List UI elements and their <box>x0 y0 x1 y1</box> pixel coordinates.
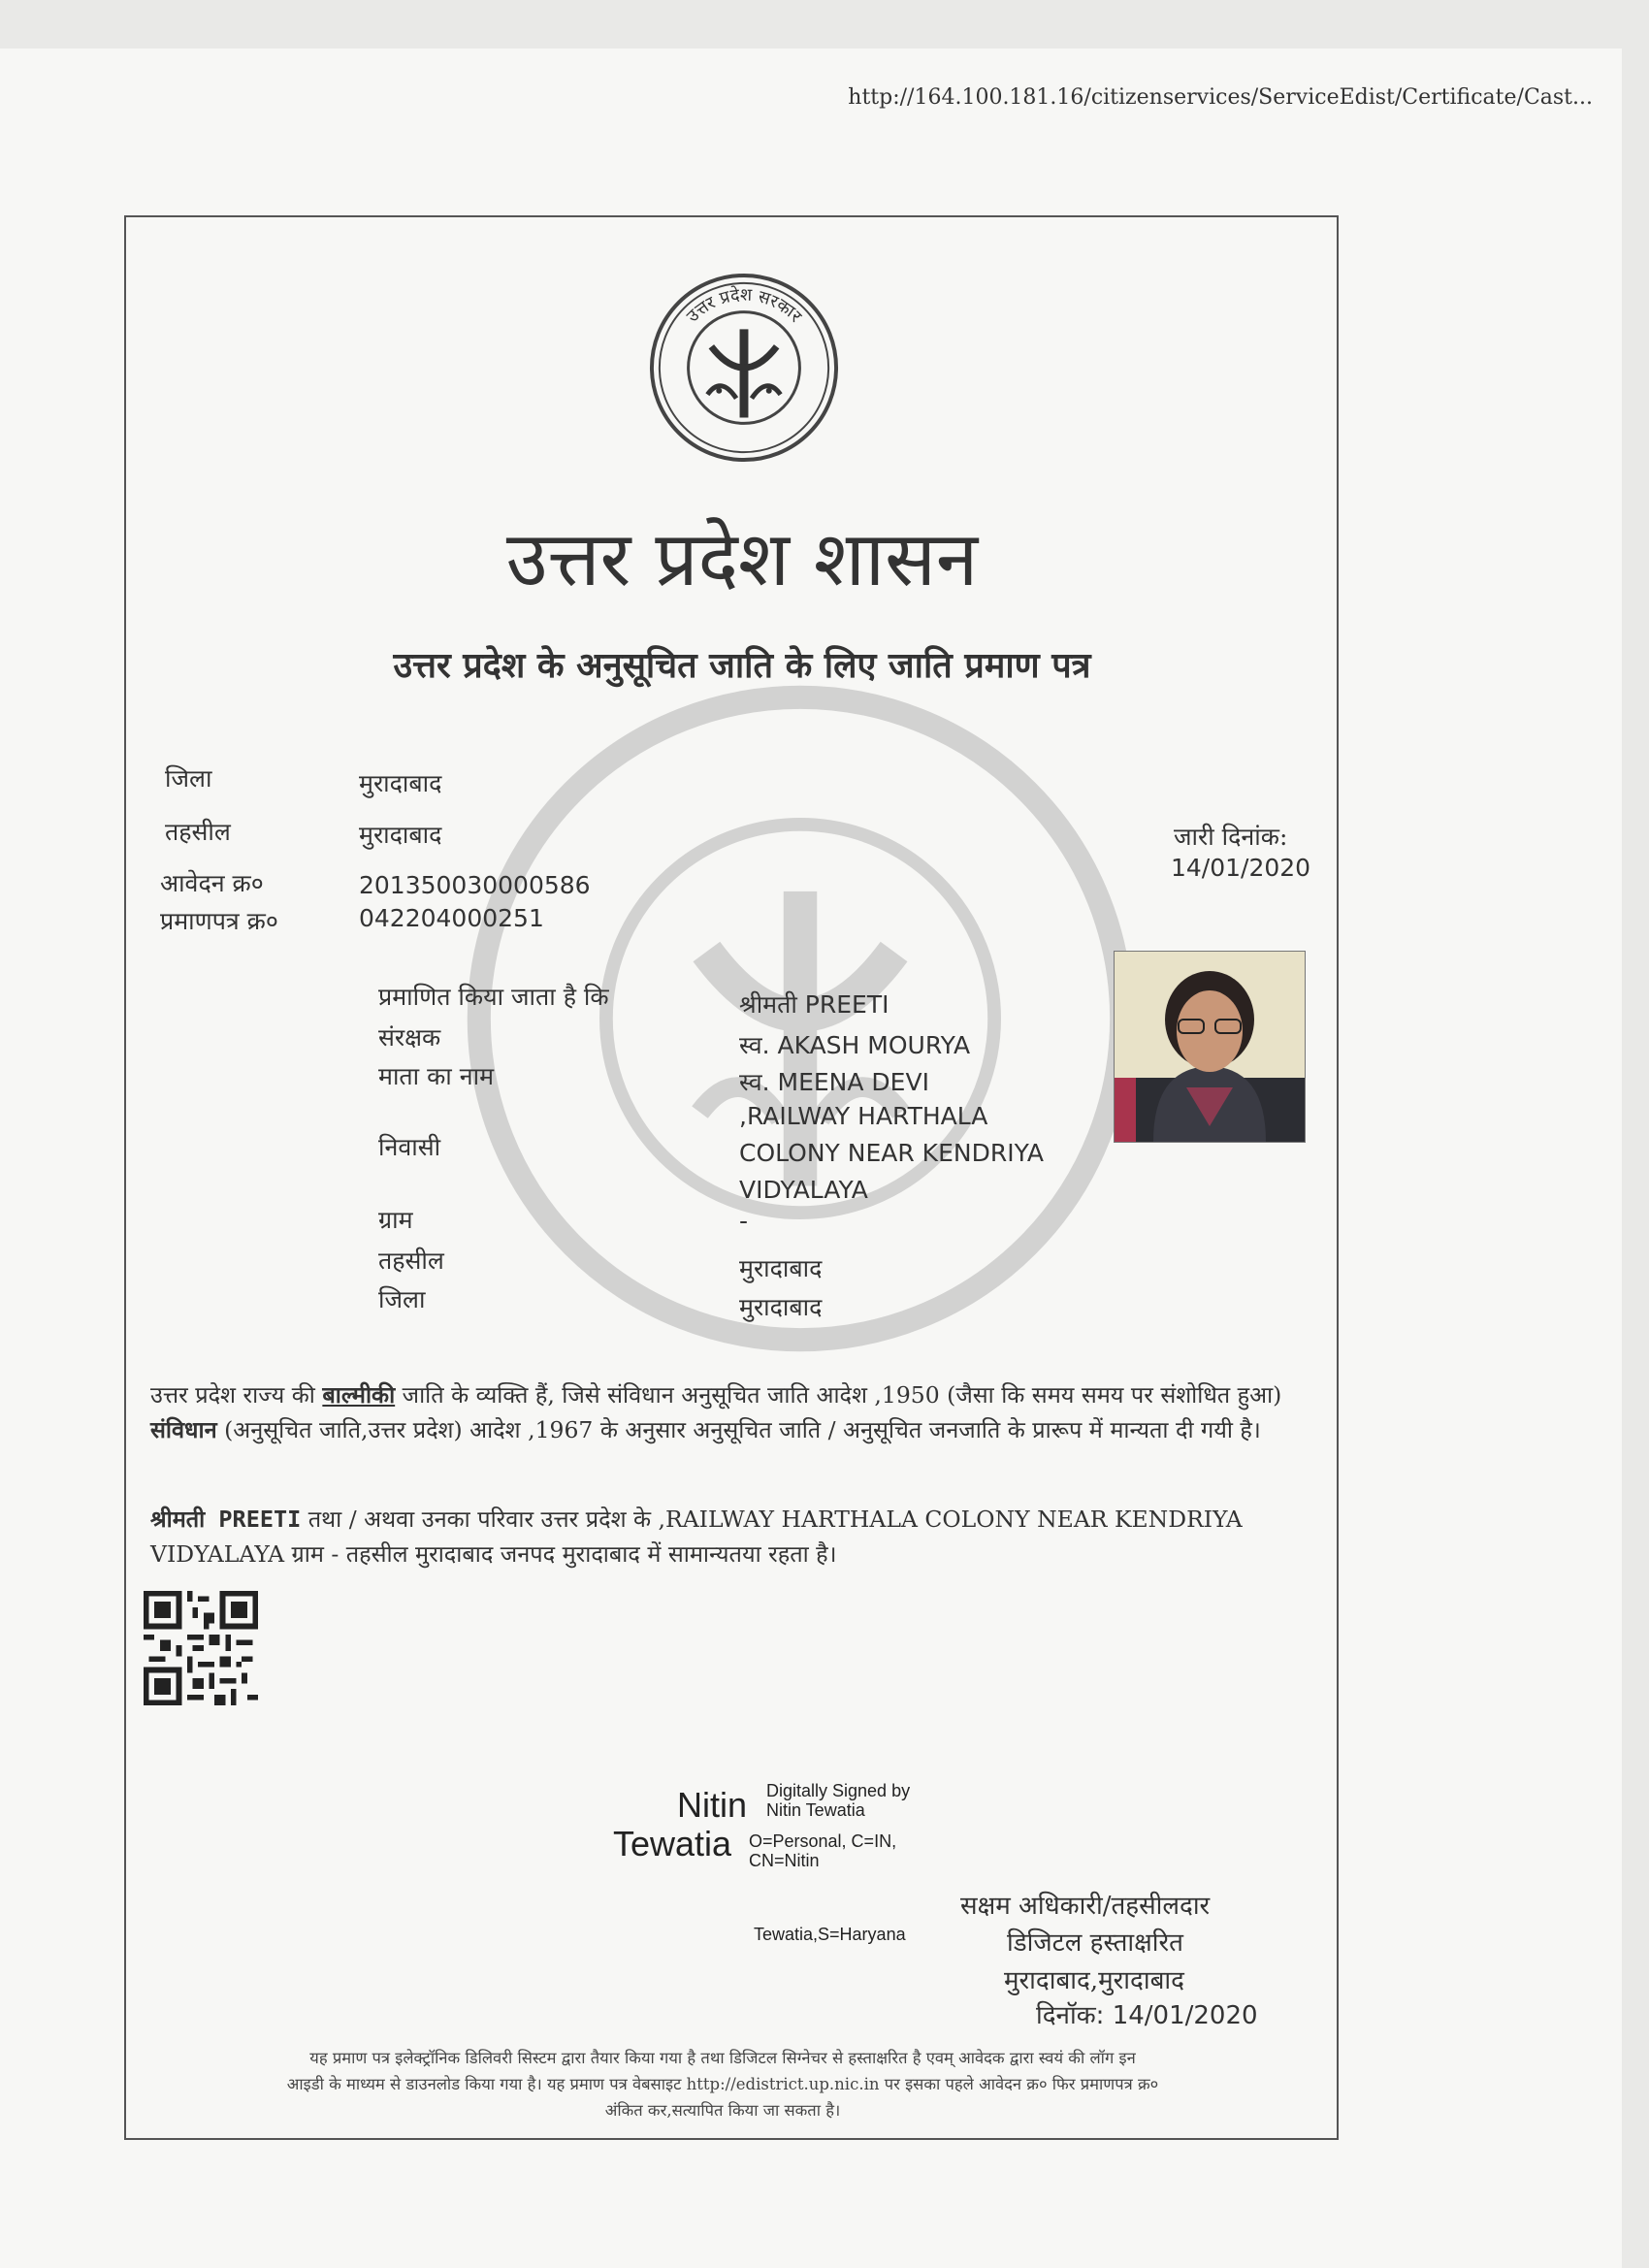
district-value: मुरादाबाद <box>359 769 442 797</box>
footer-line1: यह प्रमाण पत्र इलेक्ट्रॉनिक डिलिवरी सिस्टम द्वारा तैयार किया गया है तथा डिजिटल सिग्नेचर से हस्ताक्षरित है एवम् आवेदक द्वारा स्वयं की लॉग इन <box>309 2049 1136 2067</box>
details-district-value: मुरादाबाद <box>739 1293 823 1321</box>
mother-name-label: माता का नाम <box>378 1062 495 1090</box>
certificate-number-value: 042204000251 <box>359 904 544 932</box>
village-value: - <box>739 1207 749 1235</box>
state-emblem-logo <box>648 272 840 464</box>
issue-date-value: 14/01/2020 <box>1171 854 1311 882</box>
tehsil-value: मुरादाबाद <box>359 821 442 849</box>
applicant-photo <box>1114 951 1306 1143</box>
details-tehsil-label: तहसील <box>378 1247 444 1275</box>
caste-name: बाल्मीकी <box>322 1381 396 1409</box>
tehsil-label: तहसील <box>165 818 231 846</box>
paragraph1-text-c: (अनुसूचित जाति,उत्तर प्रदेश) आदेश ,1967 के अनुसार अनुसूचित जाति / अनुसूचित जनजाति के प्रारूप में मान्यता दी गयी है। <box>216 1416 1261 1443</box>
browser-url-text: http://164.100.181.16/citizenservices/ServiceEdist/Certificate/Cast... <box>848 85 1593 110</box>
issue-date-label: जारी दिनांक: <box>1174 823 1288 851</box>
guardian-value: स्व. AKASH MOURYA <box>739 1031 971 1059</box>
digital-signature-block <box>603 1773 943 1944</box>
mother-name-value: स्व. MEENA DEVI <box>739 1068 929 1096</box>
emblem-text: उत्तर प्रदेश सरकार <box>682 284 806 327</box>
paragraph1-text-b: जाति के व्यक्ति हैं, जिसे संविधान अनुसूचित जाति आदेश ,1950 (जैसा कि समय समय पर संशोधित हुआ) <box>395 1381 1282 1409</box>
signature-line2: Nitin Tewatia <box>766 1800 865 1820</box>
svg-text:उत्तर प्रदेश सरकार <box>683 285 806 328</box>
officer-designation: सक्षम अधिकारी/तहसीलदार <box>960 1892 1211 1921</box>
district-label: जिला <box>165 764 212 793</box>
resident-address-line2: COLONY NEAR KENDRIYA <box>739 1139 1045 1167</box>
officer-digital-signed: डिजिटल हस्ताक्षरित <box>1007 1928 1183 1958</box>
residence-text: तथा / अथवा उनका परिवार उत्तर प्रदेश के ,RAILWAY HARTHALA COLONY NEAR KENDRIYA VIDYALAYA ग्राम - तहसील मुरादाबाद जनपद मुरादाबाद में सामान्यतया रहता है। <box>150 1506 1243 1568</box>
document-title: उत्तर प्रदेश शासन <box>505 516 979 603</box>
guardian-label: संरक्षक <box>378 1023 441 1052</box>
paragraph1-text-a: उत्तर प्रदेश राज्य की <box>150 1381 323 1409</box>
qr-code <box>144 1591 258 1705</box>
signer-name-last: Tewatia <box>613 1824 732 1863</box>
officer-place: मुरादाबाद,मुरादाबाद <box>1004 1966 1184 1995</box>
officer-date: दिनॉक: 14/01/2020 <box>1036 2001 1258 2030</box>
signature-line3: O=Personal, C=IN, <box>749 1831 897 1851</box>
signature-line1: Digitally Signed by <box>766 1781 911 1800</box>
resident-address-line1: ,RAILWAY HARTHALA <box>739 1102 988 1130</box>
application-number-label: आवेदन क्र० <box>160 869 264 897</box>
footer-line3: अंकित कर,सत्यापित किया जा सकता है। <box>604 2101 841 2120</box>
residence-statement-paragraph <box>150 1502 1295 1571</box>
paragraph1-bold-word: संविधान <box>150 1416 217 1443</box>
details-tehsil-value: मुरादाबाद <box>739 1254 823 1282</box>
resident-label: निवासी <box>378 1133 441 1161</box>
resident-address-line3: VIDYALAYA <box>739 1176 868 1204</box>
person-portrait-image <box>1115 952 1305 1142</box>
application-number-value: 201350030000586 <box>359 871 591 899</box>
caste-statement-paragraph <box>150 1377 1295 1447</box>
certified-label: प्रमाणित किया जाता है कि <box>378 983 609 1011</box>
signature-line5: Tewatia,S=Haryana <box>754 1925 906 1944</box>
certificate-number-label: प्रमाणपत्र क्र० <box>160 907 278 935</box>
document-subtitle: उत्तर प्रदेश के अनुसूचित जाति के लिए जाति प्रमाण पत्र <box>393 645 1091 686</box>
certified-name-value: श्रीमती PREETI <box>739 990 889 1019</box>
signer-name-first: Nitin <box>677 1785 748 1825</box>
details-district-label: जिला <box>378 1285 426 1313</box>
footer-line2: आइडी के माध्यम से डाउनलोड किया गया है। यह प्रमाण पत्र वेबसाइट http://edistrict.up.nic.in पर इसका पहले आवेदन क्र० फिर प्रमाणपत्र क्र० <box>286 2075 1159 2093</box>
verification-footer <box>146 2045 1300 2123</box>
signature-line4: CN=Nitin <box>749 1851 820 1870</box>
holder-name: श्रीमती PREETI <box>150 1506 302 1533</box>
village-label: ग्राम <box>378 1206 413 1234</box>
